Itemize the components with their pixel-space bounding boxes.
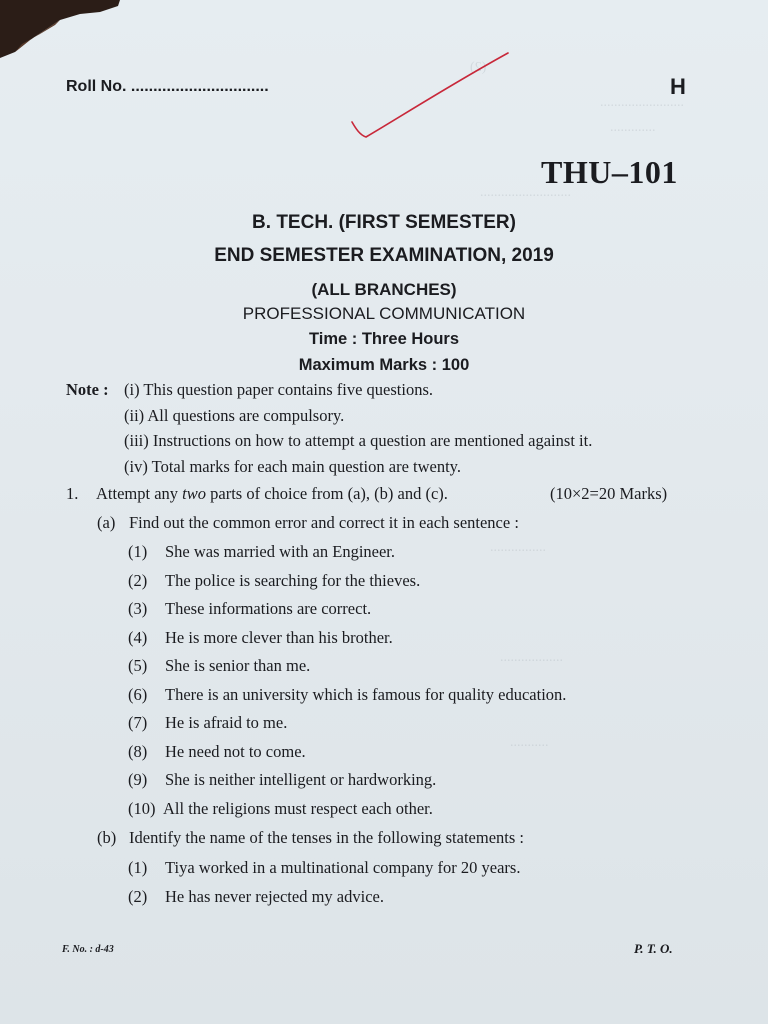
question-number: 1. (66, 484, 79, 503)
roll-number-label: Roll No. ............................... (66, 78, 269, 95)
bleed-through-text: .................. (500, 650, 563, 665)
note-label: Note : (66, 380, 109, 399)
note-item: (iv) Total marks for each main question are twenty. (124, 457, 461, 476)
item-number: (3) (128, 599, 148, 618)
sentence-item: He need not to come. (165, 742, 306, 761)
item-number: (5) (128, 656, 148, 675)
check-mark-icon (340, 45, 520, 145)
sentence-item: He is afraid to me. (165, 713, 288, 732)
sentence-item: She is neither intelligent or hardworking. (165, 770, 437, 789)
item-number: (7) (128, 713, 148, 732)
bleed-through-text: (2) (470, 60, 487, 75)
bleed-through-text: .......................... (480, 185, 571, 200)
degree-heading: B. TECH. (FIRST SEMESTER) (252, 212, 516, 233)
sentence-item: These informations are correct. (165, 599, 372, 618)
sentence-item: The police is searching for the thieves. (165, 571, 421, 590)
sentence-item: He has never rejected my advice. (165, 887, 384, 906)
time-heading: Time : Three Hours (308, 330, 460, 348)
file-number: F. No. : d-43 (62, 944, 114, 955)
note-item: (i) This question paper contains five questions. (124, 380, 434, 399)
sentence-item: Tiya worked in a multinational company for 20 years. (165, 858, 521, 877)
bleed-through-text: ............. (610, 120, 656, 135)
bleed-through-text: ........... (510, 735, 549, 750)
part-a-instruction: Find out the common error and correct it in each sentence : (129, 513, 519, 532)
question-marks: (10×2=20 Marks) (550, 484, 668, 503)
item-number: (6) (128, 685, 148, 704)
paper-code: THU–101 (541, 154, 678, 190)
item-number: (8) (128, 742, 148, 761)
bleed-through-text: ........................ (600, 95, 684, 110)
part-b-label: (b) (97, 828, 117, 847)
item-number: (1) (128, 542, 148, 561)
sentence-item: All the religions must respect each other. (163, 799, 433, 818)
please-turn-over: P. T. O. (634, 941, 673, 956)
exam-heading: END SEMESTER EXAMINATION, 2019 (214, 245, 554, 266)
note-item: (ii) All questions are compulsory. (124, 406, 345, 425)
item-number: (9) (128, 770, 148, 789)
subject-heading: PROFESSIONAL COMMUNICATION (242, 304, 526, 323)
part-a-label: (a) (97, 513, 116, 532)
bleed-through-text: ................ (490, 540, 546, 555)
sentence-item: He is more clever than his brother. (165, 628, 393, 647)
note-item: (iii) Instructions on how to attempt a question are mentioned against it. (124, 431, 593, 450)
max-marks-heading: Maximum Marks : 100 (298, 356, 470, 374)
torn-corner (0, 0, 120, 60)
branches-heading: (ALL BRANCHES) (311, 280, 457, 299)
sentence-item: There is an university which is famous for quality education. (165, 685, 567, 704)
sentence-item: She was married with an Engineer. (165, 542, 396, 561)
sentence-item: She is senior than me. (165, 656, 311, 675)
set-code: H (670, 74, 686, 99)
item-number: (2) (128, 887, 148, 906)
part-b-instruction: Identify the name of the tenses in the following statements : (129, 828, 524, 847)
item-number: (4) (128, 628, 148, 647)
item-number: (1) (128, 858, 148, 877)
question-instruction: Attempt any two parts of choice from (a), (b) and (c). (96, 484, 448, 503)
item-number: (10) (128, 799, 156, 818)
item-number: (2) (128, 571, 148, 590)
